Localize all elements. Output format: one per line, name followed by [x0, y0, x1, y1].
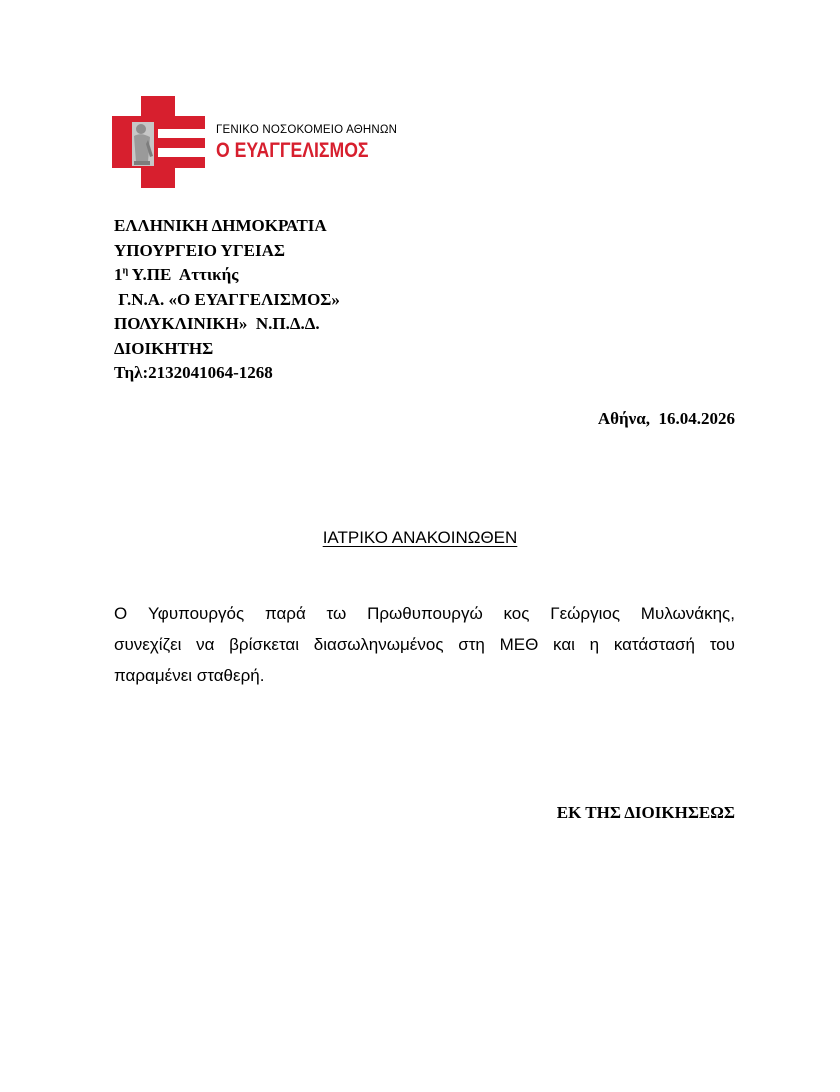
letterhead-line-ministry: ΥΠΟΥΡΓΕΙΟ ΥΓΕΙΑΣ — [114, 240, 285, 260]
line2-word: ΜΕΘ — [499, 635, 539, 654]
line2-word: και — [553, 635, 575, 654]
document-date: Αθήνα, 16.04.2026 — [597, 409, 735, 428]
line1-word: κος — [503, 604, 530, 623]
logo-subtitle: ΓΕΝΙΚΟ ΝΟΣΟΚΟΜΕΙΟ ΑΘΗΝΩΝ — [216, 124, 398, 136]
line2-word: στη — [458, 635, 485, 654]
letterhead-line-region — [114, 263, 340, 288]
hospital-logo — [112, 96, 397, 188]
line2-word: βρίσκεται — [229, 635, 300, 654]
line2-word: να — [196, 635, 215, 654]
letterhead-line-republic: ΕΛΛΗΝΙΚΗ ΔΗΜΟΚΡΑΤΙΑ — [114, 216, 327, 235]
body-line-1 — [114, 598, 735, 629]
line1-word: Ο — [114, 604, 128, 623]
line2-word: του — [709, 635, 735, 654]
body-line-2 — [114, 629, 735, 660]
line1-word: Υφυπουργός — [148, 604, 245, 623]
region-number: 1 — [114, 265, 123, 284]
line1-word: παρά — [264, 604, 306, 623]
letterhead-line-polyclinic: ΠΟΛΥΚΛΙΝΙΚΗ» Ν.Π.Δ.Δ. — [114, 314, 320, 333]
announcement-title-wrapper — [0, 528, 840, 548]
line1-word: Γεώργιος — [550, 604, 621, 623]
line2-word: διασωληνωμένος — [313, 635, 444, 654]
line1-word: Μυλωνάκης, — [640, 604, 735, 623]
body-line-3: παραμένει σταθερή. — [114, 666, 265, 685]
logo-title: Ο ΕΥΑΓΓΕΛΙΣΜΟΣ — [216, 139, 369, 162]
region-suffix: η — [122, 265, 129, 277]
region-name: Υ.ΠΕ Αττικής — [128, 265, 239, 284]
line2-word: συνεχίζει — [114, 635, 182, 654]
letterhead-line-hospital: Γ.Ν.Α. «Ο ΕΥΑΓΓΕΛΙΣΜΟΣ» — [114, 289, 340, 309]
announcement-body — [114, 598, 735, 691]
line2-word: κατάστασή — [613, 635, 695, 654]
letterhead-line-phone: Τηλ:2132041064-1268 — [114, 363, 273, 382]
cross-e-emblem-icon — [112, 96, 207, 188]
line1-word: Πρωθυπουργώ — [367, 604, 483, 623]
announcement-title: ΙΑΤΡΙΚΟ ΑΝΑΚΟΙΝΩΘΕΝ — [322, 528, 518, 547]
letterhead-line-administration: ΔΙΟΙΚΗΤΗΣ — [114, 338, 214, 358]
letterhead — [114, 214, 340, 386]
signature-line: ΕΚ ΤΗΣ ΔΙΟΙΚΗΣΕΩΣ — [556, 803, 735, 822]
line1-word: τω — [326, 604, 347, 623]
line2-word: η — [589, 635, 600, 654]
